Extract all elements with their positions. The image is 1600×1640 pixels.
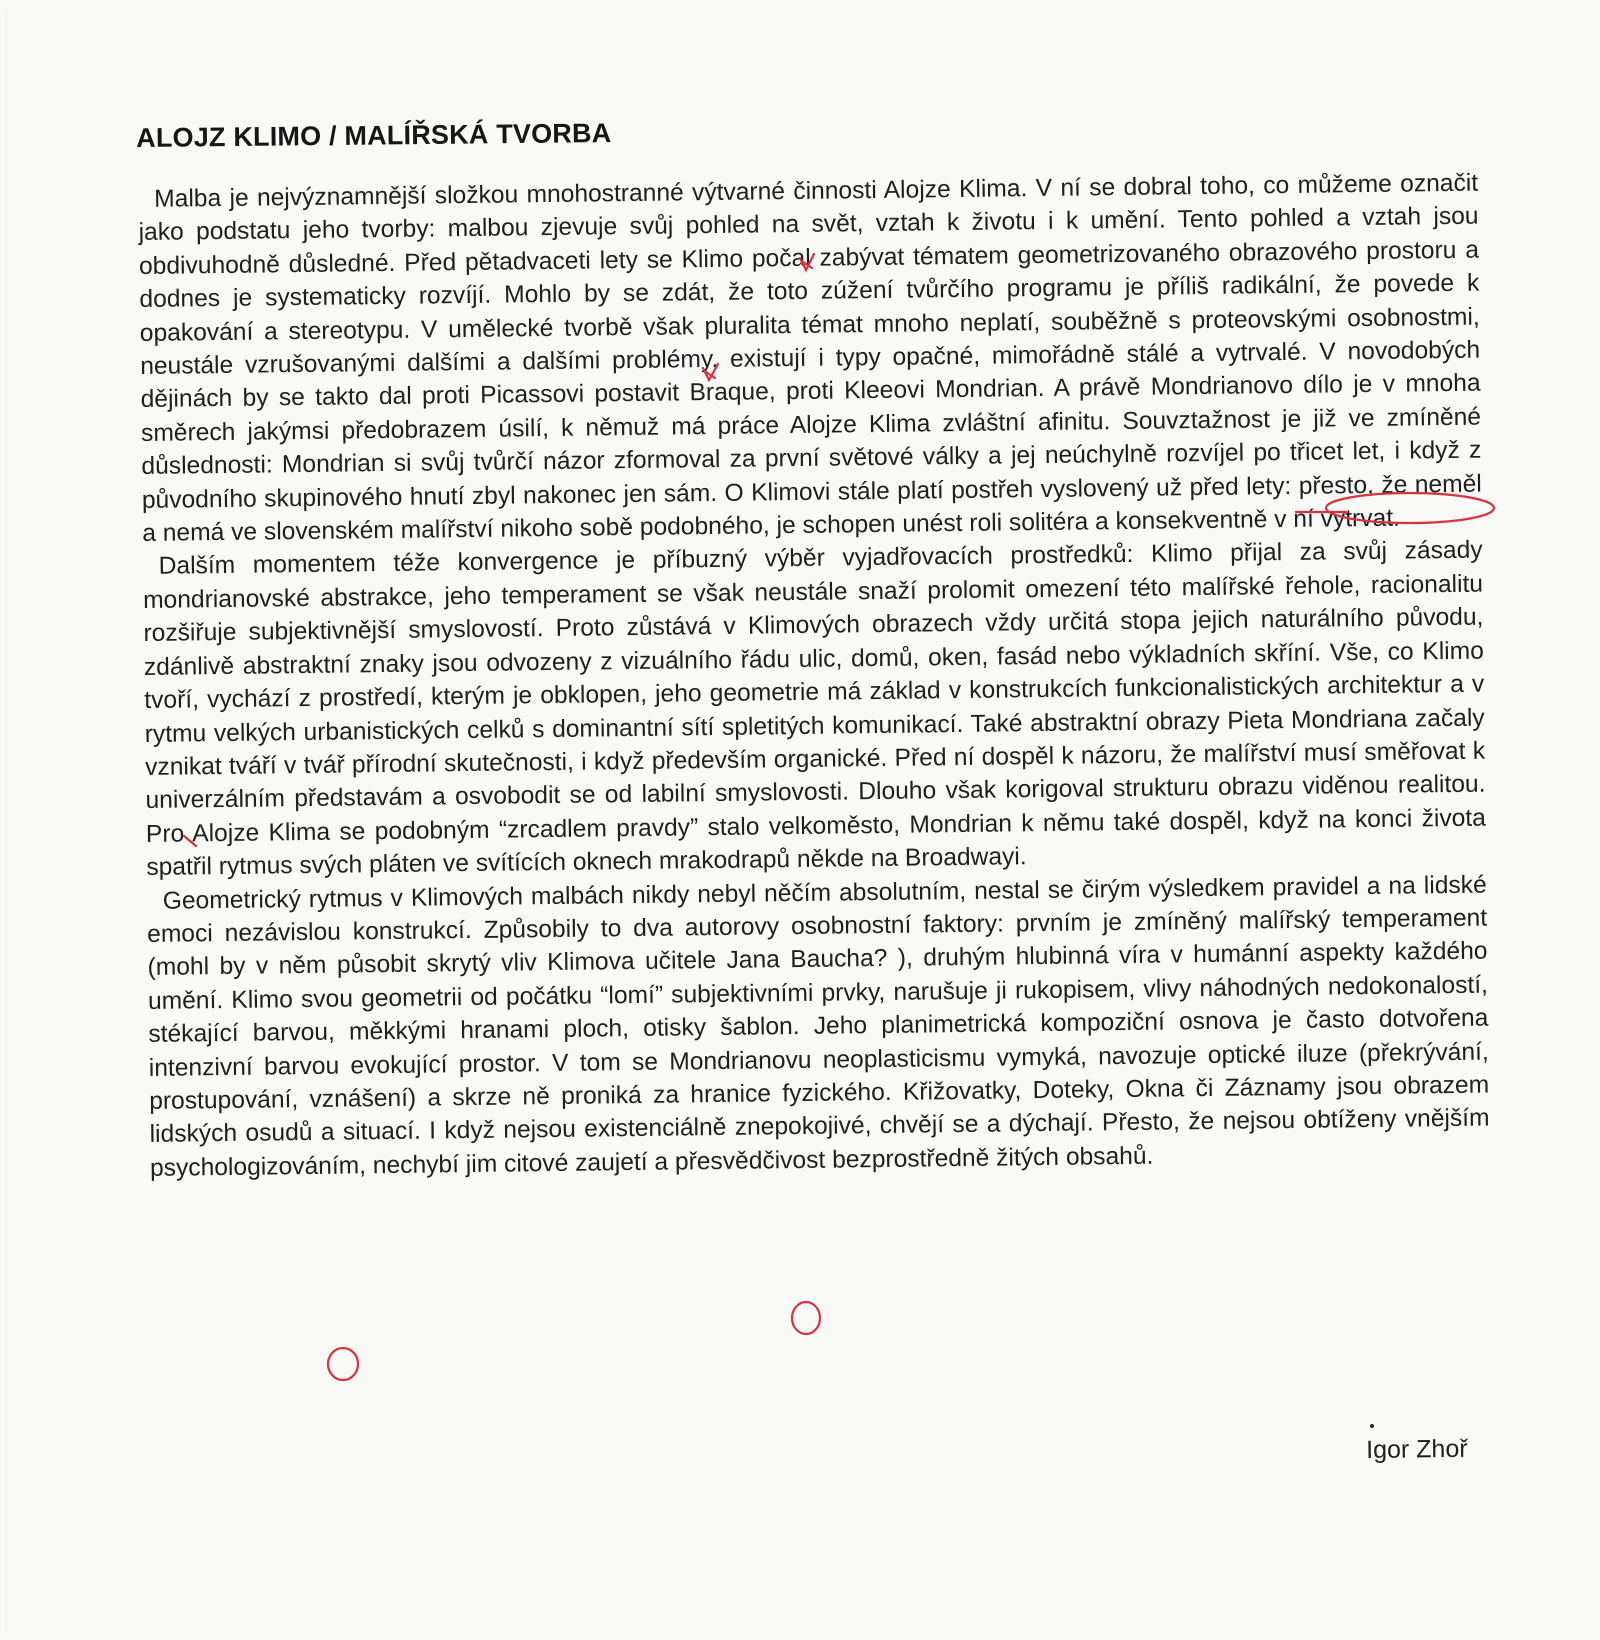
- paragraph-1: Malba je nejvýznamnější složkou mnohostranné výtvarné činnosti Alojze Klima. V ní se dobral toho, co můžeme označit jako podstatu jeho tvorby: malbou zjevuje svůj pohled na svět, vztah k životu i k umění. Tento pohled a vztah jsou obdivuhodně důsledné. Před pětadvaceti lety se Klimo počal zabývat tématem geometrizovaného obrazového prostoru a dodnes je systematicky rozvíjí. Mohlo by se zdát, že toto zúžení tvůrčího programu je příliš radikální, že povede k opakování a stereotypu. V umělecké tvorbě však pluralita témat mnoho neplatí, souběžně s proteovskými osobnostmi, neustále vzrušovanými dalšími a dalšími problémy, existují i typy opačné, mimořádně stálé a vytrvalé. V novodobých dějinách by se takto dal proti Picassovi postavit Braque, proti Kleeovi Mondrian. A právě Mondrianovo dílo je v mnoha směrech jakýmsi předobrazem úsilí, k němuž má práce Alojze Klima zvláštní afinitu. Souvztažnost je již ve zmíněné důslednosti: Mondrian si svůj tvůrčí názor zformoval za první světové války a jej neúchylně rozvíjel po třicet let, i když z původního skupinového hnutí zbyl nakonec jen sám. O Klimovi stále platí postřeh vyslovený už před lety: přesto, že neměl a nemá ve slovenském malířství nikoho sobě podobného, je schopen unést roli solitéra a konsekventně v ní vytrvat.: [138, 169, 1482, 548]
- paragraph-3: Geometrický rytmus v Klimových malbách nikdy nebyl něčím absolutním, nestal se čirým výsledkem pravidel a na lidské emoci nezávislou konstrukcí. Způsobily to dva autorovy osobnostní faktory: prvním je zmíněný malířský temperament (mohl by v něm působit skrytý vliv Klimova učitele Jana Baucha? ), druhým hlubinná víra v humánní aspekty každého umění. Klimo svou geometrii od počátku “lomí” subjektivními prvky, narušuje ji rukopisem, vlivy náhodných nedokonalostí, stékající barvou, měkkými hranami ploch, otisky šablon. Jeho planimetrická kompoziční osnova je často dotvořena intenzivní barvou evokující prostor. V tom se Mondrianovu neoplasticismu vymyká, navozuje optické iluze (překrývání, prostupování, vznášení) a skrze ně proniká za hranice fyzického. Křižovatky, Doteky, Okna či Záznamy jsou obrazem lidských osudů a situací. I když nejsou existenciálně znepokojivé, chvějí se a dýchají. Přesto, že nejsou obtíženy vnějším psychologizováním, nechybí jim citové zaujetí a přesvědčivost bezprostředně žitých obsahů.: [147, 871, 1490, 1182]
- author-signature: Igor Zhoř: [1366, 1434, 1468, 1464]
- document-body: [138, 167, 1490, 1185]
- paragraph-2: Dalším momentem téže konvergence je příbuzný výběr vyjadřovacích prostředků: Klimo přijal za svůj zásady mondrianovské abstrakce, jeho temperament se však neustále snaží prolomit omezení této malířské řehole, racionalitu rozšiřuje subjektivnější smyslovostí. Proto zůstává v Klimových obrazech vždy určitá stopa jejich naturálního původu, zdánlivě abstraktní znaky jsou odvozeny z vizuálního řádu ulic, domů, oken, fasád nebo výkladních skříní. Vše, co Klimo tvoří, vychází z prostředí, kterým je obklopen, jeho geometrie má základ v konstrukcích funkcionalistických architektur a v rytmu velkých urbanistických celků s dominantní sítí spletitých komunikací. Také abstraktní obrazy Pieta Mondriana začaly vznikat tváří v tvář přírodní skutečnosti, i když především organické. Před ní dospěl k názoru, že malířství musí směřovat k univerzálním představám a osvobodit se od labilní smyslovosti. Dlouho však korigoval strukturu obrazu viděnou realitou. Pro Alojze Klima se podobným “zrcadlem pravdy” stalo velkoměsto, Mondrian k němu také dospěl, když na konci života spatřil rytmus svých pláten ve svítících oknech mrakodrapů někde na Broadwayi.: [142, 537, 1487, 882]
- signature-dot: [1370, 1424, 1374, 1428]
- document-title: ALOJZ KLIMO / MALÍŘSKÁ TVORBA: [136, 118, 612, 153]
